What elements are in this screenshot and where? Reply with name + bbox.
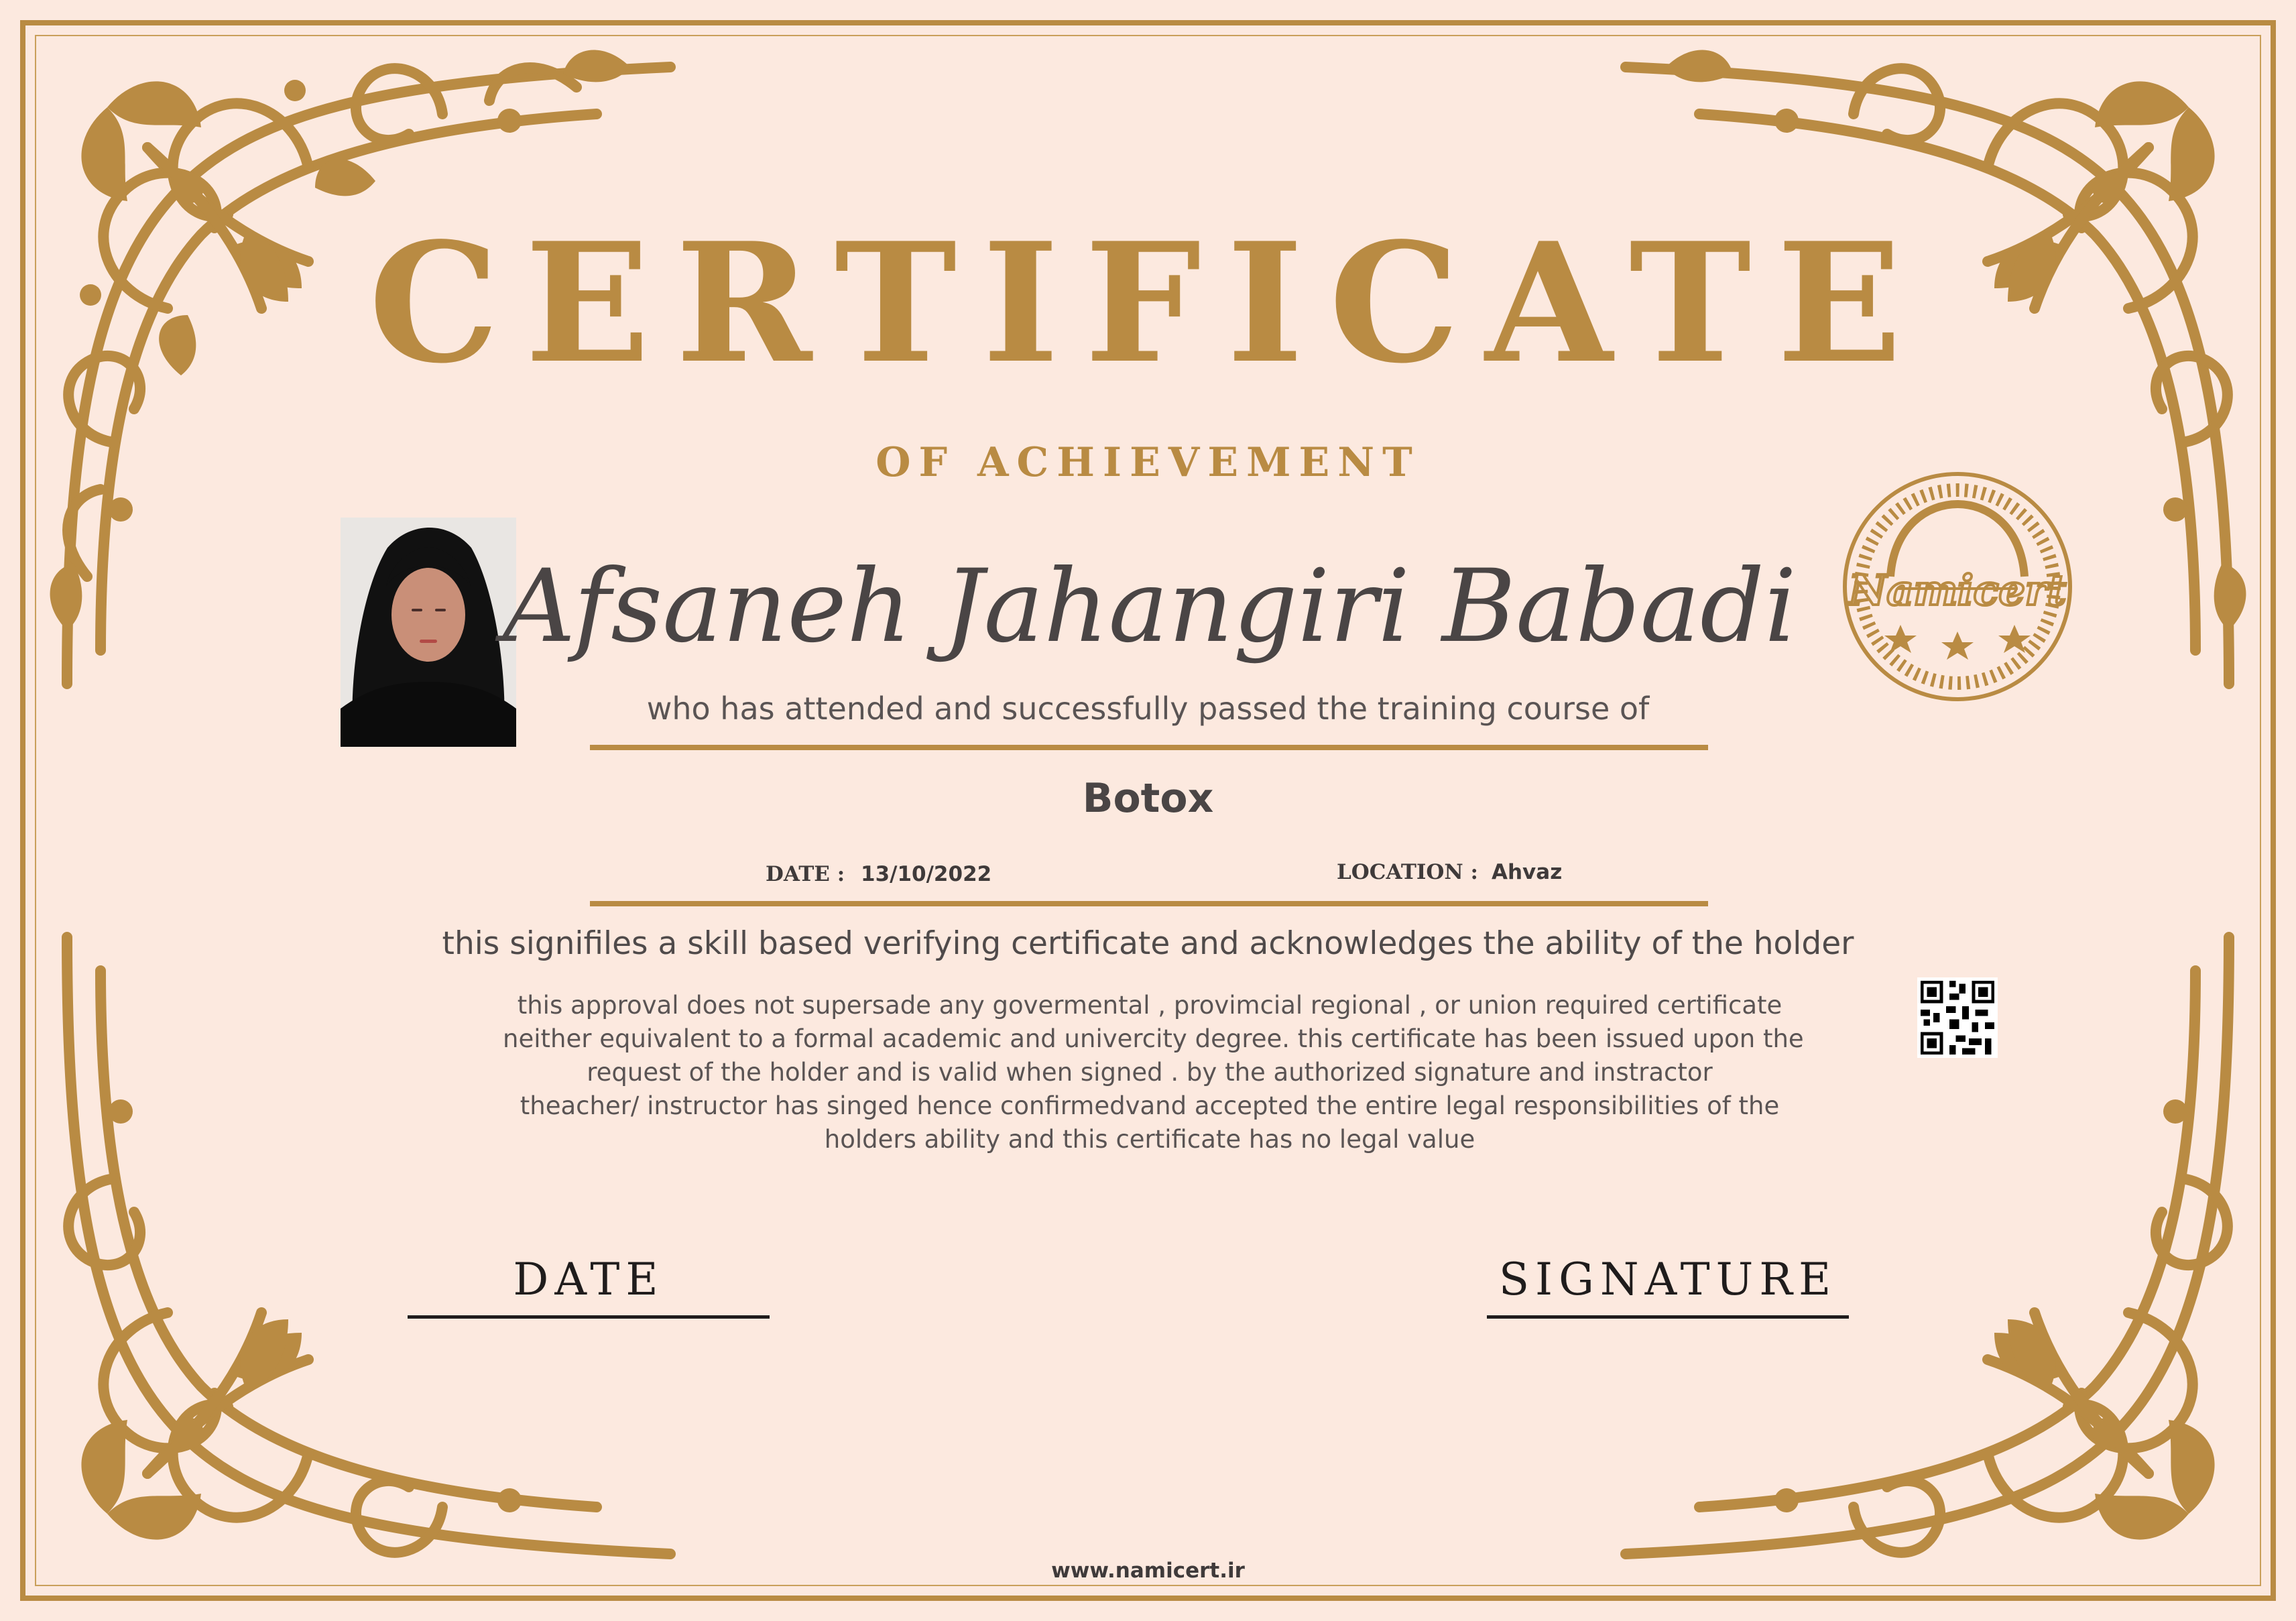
divider-line — [590, 745, 1708, 750]
divider-line — [590, 901, 1708, 906]
bottom-date-label: DATE — [513, 1254, 664, 1305]
signature-line — [1487, 1315, 1849, 1319]
seal-text: Namicert — [1848, 566, 2067, 615]
signifies-text: this signifiles a skill based verifying certificate and acknowledges the ability of the holder — [442, 925, 1854, 962]
attended-text: who has attended and successfully passed the training course of — [646, 691, 1650, 727]
certificate-subtitle: OF ACHIEVEMENT — [875, 439, 1421, 486]
location-label: LOCATION : — [1337, 860, 1478, 884]
course-name: Botox — [1082, 775, 1214, 822]
disclaimer-line: neither equivalent to a formal academic and univercity degree. this certificate has been issued upon the — [503, 1024, 1804, 1053]
website-url[interactable]: www.namicert.ir — [1051, 1559, 1245, 1583]
recipient-name: Afsaneh Jahangiri Babadi — [503, 548, 1797, 665]
signature-label: SIGNATURE — [1498, 1254, 1837, 1305]
certificate-title: CERTIFICATE — [368, 206, 1928, 400]
disclaimer-text — [503, 989, 1804, 1156]
qr-code-icon — [1917, 977, 1998, 1058]
disclaimer-line: this approval does not supersade any govermental , provimcial regional , or union required certificate — [517, 991, 1783, 1020]
disclaimer-line: request of the holder and is valid when signed . by the authorized signature and instractor — [587, 1058, 1713, 1087]
location-value: Ahvaz — [1492, 860, 1563, 884]
namicert-seal-icon — [1833, 463, 2081, 711]
disclaimer-line: theacher/ instructor has singed hence confirmedvand accepted the entire legal responsibilities of the — [520, 1091, 1780, 1120]
disclaimer-line: holders ability and this certificate has no legal value — [824, 1125, 1475, 1154]
date-label: DATE : — [766, 862, 845, 886]
date-signature-line — [408, 1315, 770, 1319]
date-value: 13/10/2022 — [861, 862, 992, 886]
